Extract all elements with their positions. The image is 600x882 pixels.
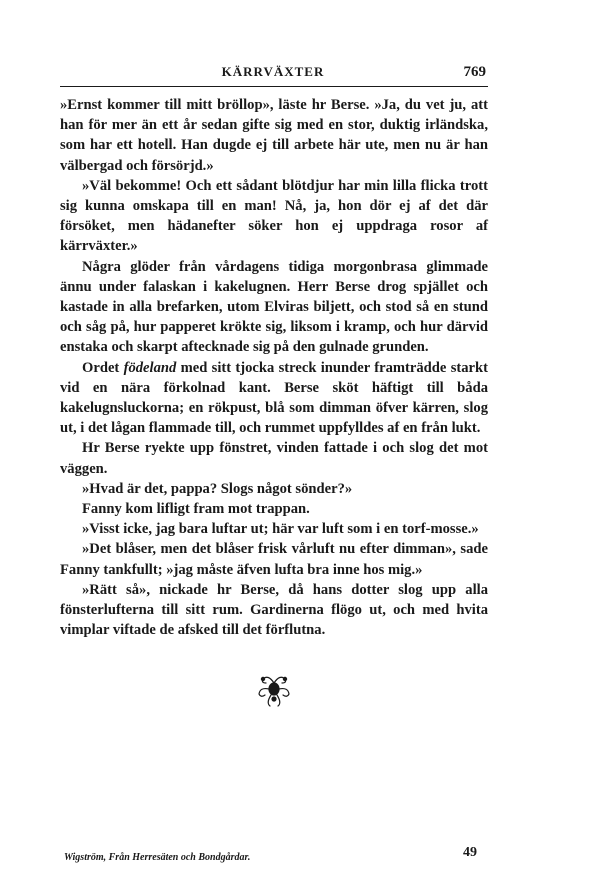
footer-citation: Wigström, Från Herresäten och Bondgårdar. [64,852,251,863]
paragraph: Fanny kom lifligt fram mot trappan. [82,501,310,518]
paragraph-text: Ordet [82,359,124,376]
floral-vignette-icon [254,670,294,710]
page-number: 769 [463,64,486,80]
paragraph: »Hvad är det, pappa? Slogs något sönder?» [82,480,353,497]
signature-mark: 49 [463,845,477,860]
header-rule [60,86,488,87]
paragraph: »Väl bekomme! Och ett sådant blötdjur har min lilla flicka trott sig kunna omskapa till en man! Nå, ja, hon dör ej af det där försöket, men hädanefter söker hon ej uppdraga rosor af kärrväxter.» [60,177,488,255]
running-title: KÄRRVÄXTER [221,64,325,79]
paragraph: Några glöder från vårdagens tidiga morgonbrasa glimmade ännu under falaskan i kakelugnen. Herr Berse drog spjället och kastade in alla brefarken, utom Elviras biljett, och stod så en stund och såg på, hur papperet krökte sig, liksom i kramp, och hur därvid enstaka och skarpt aftecknade sig på den gulnade grunden. [60,258,488,356]
paragraph-text: med sitt tjocka streck inunder framträdde starkt vid en nära förkolnad kant. Berse sköt häftigt till båda kakelugnsluckorna; en rökpust, blå som dimman öfver kärren, slog ut, i det lågan flammade till, och rummet uppfylldes af en från lukt. [60,359,488,437]
paragraph: »Rätt så», nickade hr Berse, då hans dotter slog upp alla fönsterlufterna till sitt rum. Gardinerna flögo ut, och med hvita vimplar viftade de afsked till det förflutna. [60,581,488,639]
paragraph: Hr Berse ryekte upp fönstret, vinden fattade i och slog det mot väggen. [60,440,488,477]
paragraph [60,358,488,439]
emphasized-word: födeland [123,359,177,376]
page-header [60,64,486,84]
paragraph: »Ernst kommer till mitt bröllop», läste hr Berse. »Ja, du vet ju, att han för mer än ett år sedan gifte sig med en stor, duktig irländska, som har ett hotell. Han dugde ej till arbete här ute, men nu är han välbergad och försörjd.» [60,97,488,174]
body-text [60,95,488,640]
paragraph: »Det blåser, men det blåser frisk vårluft nu efter dimman», sade Fanny tankfullt; »jag måste äfven lufta bra inne hos mig.» [60,541,488,578]
paragraph: »Visst icke, jag bara luftar ut; här var luft som i en torf-mosse.» [82,521,479,538]
